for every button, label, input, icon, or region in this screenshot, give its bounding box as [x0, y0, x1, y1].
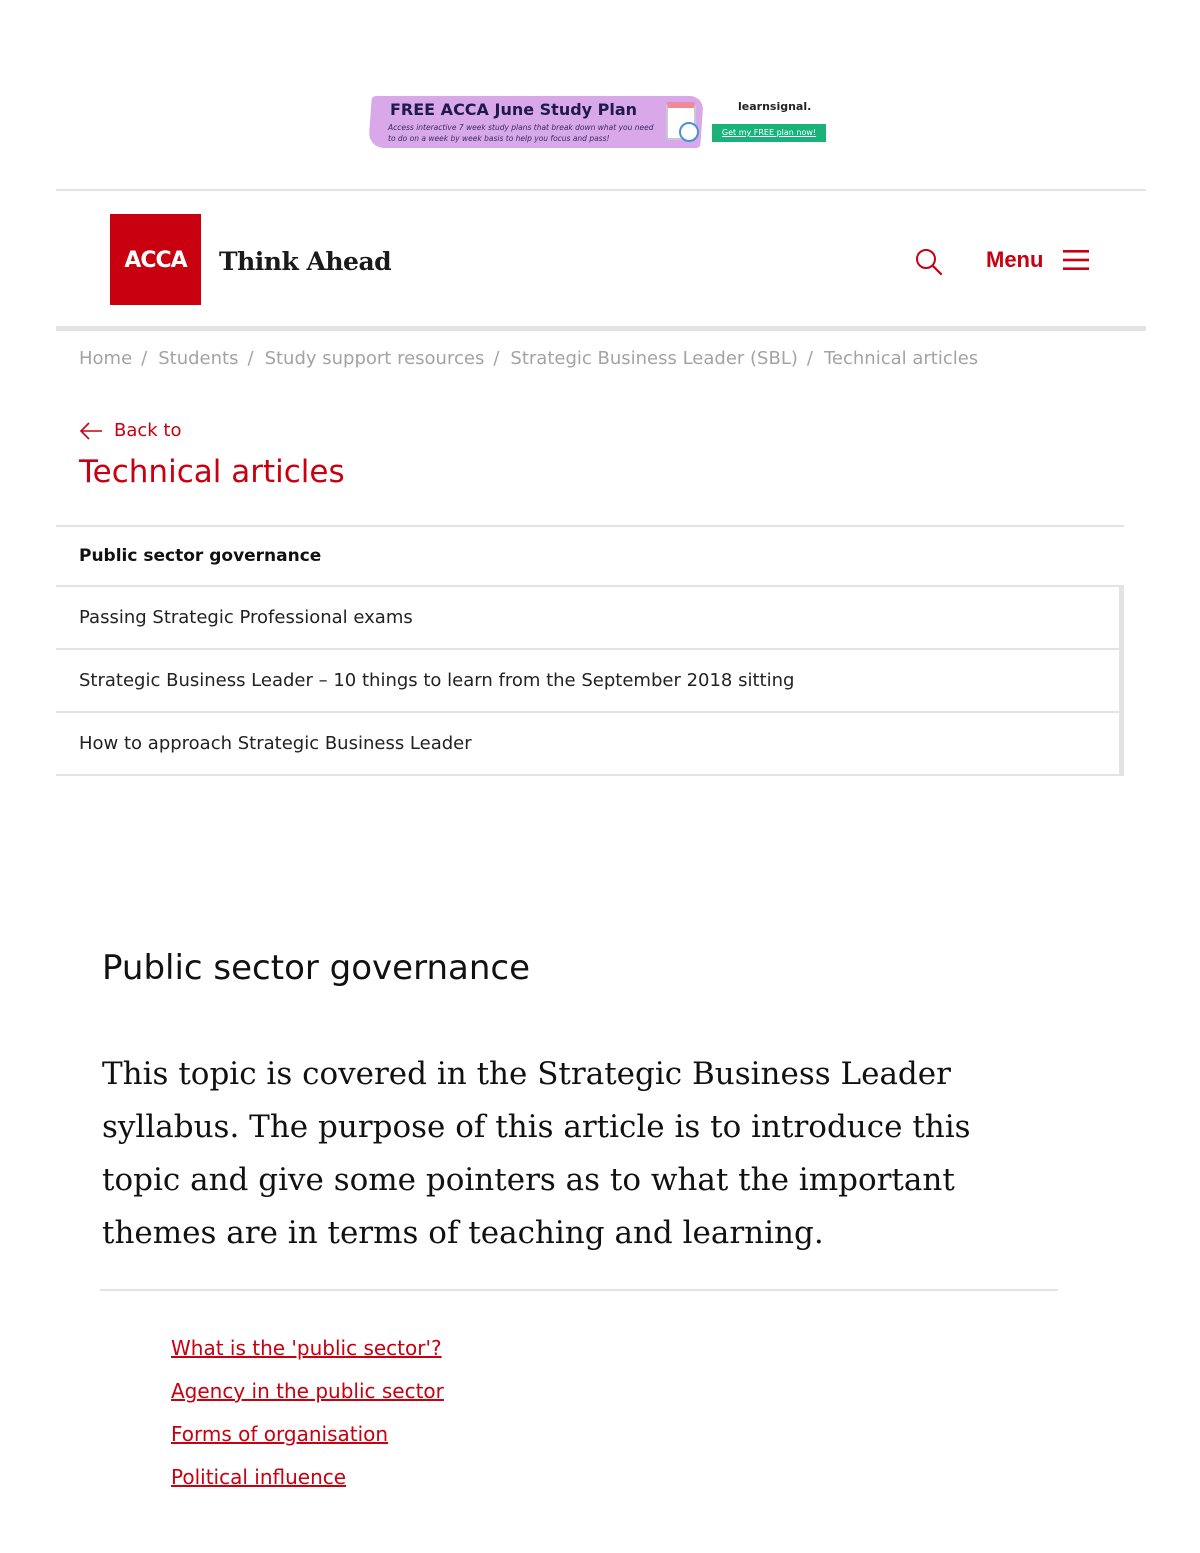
article-list	[56, 525, 1124, 776]
hamburger-icon	[1063, 249, 1089, 271]
back-label: Back to	[114, 420, 182, 441]
acca-logo[interactable]	[110, 214, 201, 305]
article-title: Public sector governance	[102, 948, 531, 988]
arrow-left-icon	[79, 421, 103, 441]
breadcrumb-sbl[interactable]: Strategic Business Leader (SBL)	[510, 348, 798, 369]
current-article-item: Public sector governance	[56, 525, 1124, 587]
header-top-divider	[56, 189, 1146, 191]
clock-icon	[679, 122, 699, 142]
toc-link-political-influence[interactable]: Political influence	[171, 1465, 347, 1489]
related-article-item[interactable]: Passing Strategic Professional exams	[56, 587, 1124, 650]
ad-description: Access interactive 7 week study plans that break down what you need to do on a week by week basis to help you focus and pass!	[388, 123, 654, 143]
toc-link-public-sector[interactable]: What is the 'public sector'?	[171, 1336, 442, 1360]
back-link[interactable]	[79, 420, 182, 441]
breadcrumb-study-support[interactable]: Study support resources	[264, 348, 485, 369]
breadcrumb-technical-articles[interactable]: Technical articles	[823, 348, 979, 369]
logo-text: ACCA	[124, 248, 187, 273]
ad-brand: learnsignal.	[738, 100, 812, 113]
breadcrumb-separator: /	[493, 348, 500, 369]
header-bottom-divider	[56, 326, 1146, 331]
toc-link-forms-of-organisation[interactable]: Forms of organisation	[171, 1422, 389, 1446]
article-intro: This topic is covered in the Strategic Business Leader syllabus. The purpose of this article is to introduce this topic and give some pointers as to what the important themes are in terms of teaching and learning.	[102, 1056, 971, 1251]
breadcrumb-students[interactable]: Students	[158, 348, 239, 369]
table-of-contents	[171, 1336, 444, 1508]
intro-divider	[100, 1289, 1058, 1291]
breadcrumb	[79, 348, 978, 369]
related-article-item[interactable]: Strategic Business Leader – 10 things to learn from the September 2018 sitting	[56, 650, 1124, 713]
breadcrumb-separator: /	[141, 348, 148, 369]
section-title-link[interactable]: Technical articles	[79, 454, 345, 490]
toc-link-agency[interactable]: Agency in the public sector	[171, 1379, 444, 1403]
breadcrumb-home[interactable]: Home	[79, 348, 133, 369]
ad-cta-button[interactable]: Get my FREE plan now!	[712, 124, 826, 142]
breadcrumb-separator: /	[806, 348, 813, 369]
related-article-item[interactable]: How to approach Strategic Business Leader	[56, 713, 1124, 776]
menu-label: Menu	[986, 247, 1044, 272]
breadcrumb-separator: /	[247, 348, 254, 369]
ad-banner[interactable]	[370, 96, 830, 150]
menu-button[interactable]	[986, 242, 1089, 278]
tagline: Think Ahead	[219, 247, 392, 276]
ad-title: FREE ACCA June Study Plan	[390, 100, 638, 119]
search-button[interactable]	[912, 246, 944, 278]
search-icon	[912, 246, 944, 278]
